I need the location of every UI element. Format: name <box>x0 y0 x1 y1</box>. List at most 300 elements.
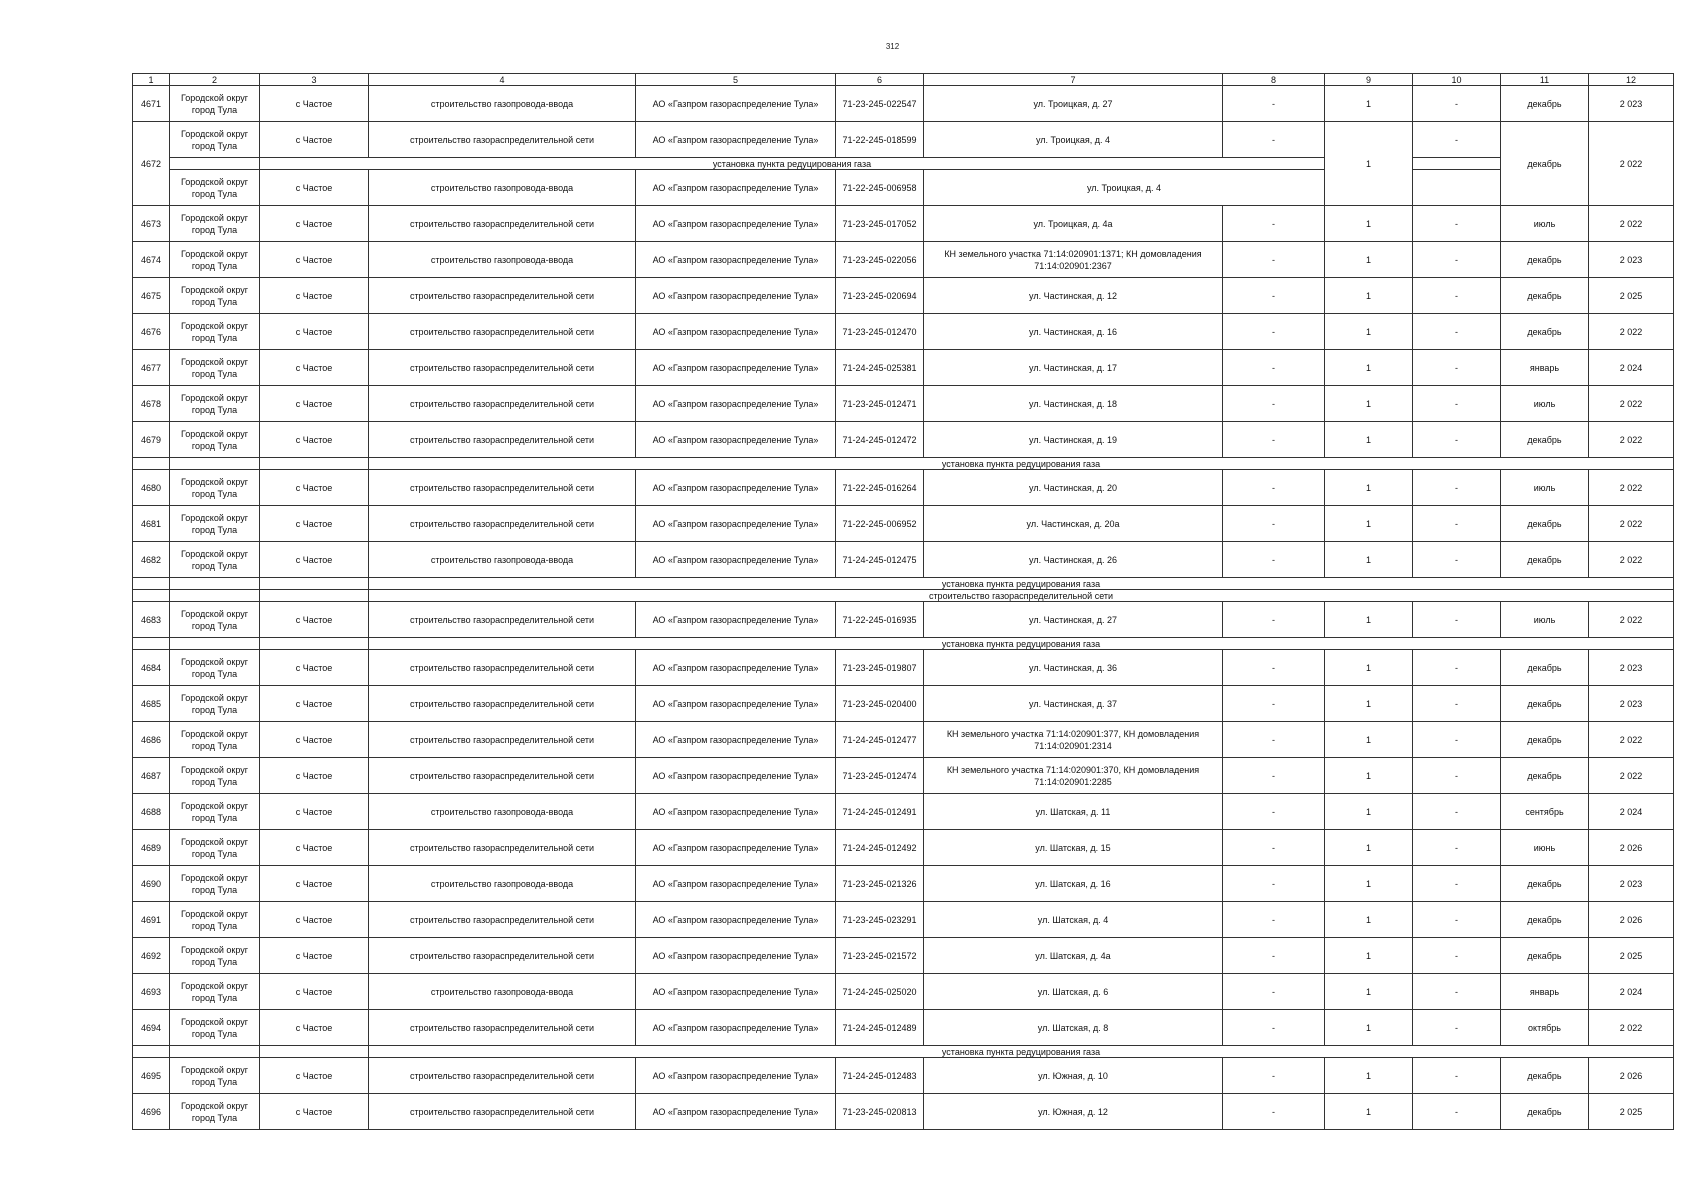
row-number: 4687 <box>133 758 170 794</box>
row-number: 4672 <box>133 122 170 206</box>
application-code: 71-24-245-012483 <box>836 1058 924 1094</box>
address: ул. Троицкая, д. 27 <box>924 86 1223 122</box>
work-type: строительство газораспределительной сети <box>369 722 636 758</box>
column-9-value: 1 <box>1325 506 1413 542</box>
column-9-value: 1 <box>1325 122 1413 206</box>
column-9-value: 1 <box>1325 242 1413 278</box>
month: декабрь <box>1501 242 1589 278</box>
note-row <box>133 458 1674 470</box>
address: ул. Шатская, д. 11 <box>924 794 1223 830</box>
year: 2 022 <box>1589 1010 1674 1046</box>
year: 2 025 <box>1589 278 1674 314</box>
address: ул. Шатская, д. 8 <box>924 1010 1223 1046</box>
column-header-10: 10 <box>1413 74 1501 86</box>
column-header-2: 2 <box>170 74 260 86</box>
organization: АО «Газпром газораспределение Тула» <box>636 866 836 902</box>
month: декабрь <box>1501 278 1589 314</box>
column-9-value: 1 <box>1325 866 1413 902</box>
column-9-value: 1 <box>1325 314 1413 350</box>
column-10-value: - <box>1413 1058 1501 1094</box>
column-9-value: 1 <box>1325 722 1413 758</box>
address: ул. Шатская, д. 4а <box>924 938 1223 974</box>
application-code: 71-22-245-018599 <box>836 122 924 158</box>
work-type: строительство газораспределительной сети <box>369 830 636 866</box>
address: ул. Частинская, д. 26 <box>924 542 1223 578</box>
row-number: 4674 <box>133 242 170 278</box>
column-10-value: - <box>1413 758 1501 794</box>
empty-cell <box>133 638 170 650</box>
application-code: 71-22-245-006958 <box>836 170 924 206</box>
table-row <box>133 650 1674 686</box>
column-8-value: - <box>1223 314 1325 350</box>
work-type: строительство газораспределительной сети <box>369 758 636 794</box>
column-9-value: 1 <box>1325 602 1413 638</box>
empty-cell <box>133 578 170 590</box>
organization: АО «Газпром газораспределение Тула» <box>636 86 836 122</box>
address: ул. Частинская, д. 18 <box>924 386 1223 422</box>
municipality: Городской округ город Тула <box>170 938 260 974</box>
month: декабрь <box>1501 122 1589 206</box>
municipality: Городской округ город Тула <box>170 866 260 902</box>
table-row <box>133 206 1674 242</box>
column-8-value: - <box>1223 206 1325 242</box>
settlement: с Частое <box>260 278 369 314</box>
month: июль <box>1501 206 1589 242</box>
settlement: с Частое <box>260 902 369 938</box>
column-9-value: 1 <box>1325 350 1413 386</box>
column-8-value: - <box>1223 902 1325 938</box>
organization: АО «Газпром газораспределение Тула» <box>636 170 836 206</box>
settlement: с Частое <box>260 866 369 902</box>
municipality: Городской округ город Тула <box>170 722 260 758</box>
organization: АО «Газпром газораспределение Тула» <box>636 902 836 938</box>
settlement: с Частое <box>260 650 369 686</box>
month: октябрь <box>1501 1010 1589 1046</box>
application-code: 71-24-245-012492 <box>836 830 924 866</box>
organization: АО «Газпром газораспределение Тула» <box>636 422 836 458</box>
work-type: строительство газораспределительной сети <box>369 350 636 386</box>
column-10-value: - <box>1413 350 1501 386</box>
organization: АО «Газпром газораспределение Тула» <box>636 470 836 506</box>
year: 2 024 <box>1589 974 1674 1010</box>
settlement: с Частое <box>260 350 369 386</box>
work-type: строительство газораспределительной сети <box>369 422 636 458</box>
municipality: Городской округ город Тула <box>170 602 260 638</box>
address: ул. Частинская, д. 20 <box>924 470 1223 506</box>
settlement: с Частое <box>260 686 369 722</box>
year: 2 022 <box>1589 506 1674 542</box>
column-10-value: - <box>1413 1094 1501 1130</box>
table-row <box>133 758 1674 794</box>
row-number: 4676 <box>133 314 170 350</box>
empty-cell <box>260 1046 369 1058</box>
column-10-value: - <box>1413 470 1501 506</box>
settlement: с Частое <box>260 758 369 794</box>
column-10-value: - <box>1413 422 1501 458</box>
gasification-table <box>132 73 1674 1130</box>
column-header-3: 3 <box>260 74 369 86</box>
month: декабрь <box>1501 1058 1589 1094</box>
organization: АО «Газпром газораспределение Тула» <box>636 1094 836 1130</box>
address: ул. Южная, д. 12 <box>924 1094 1223 1130</box>
row-number: 4686 <box>133 722 170 758</box>
work-type: строительство газораспределительной сети <box>369 386 636 422</box>
column-8-value: - <box>1223 1010 1325 1046</box>
month: июль <box>1501 602 1589 638</box>
table-row <box>133 542 1674 578</box>
work-type: строительство газораспределительной сети <box>369 1058 636 1094</box>
municipality: Городской округ город Тула <box>170 314 260 350</box>
year: 2 022 <box>1589 122 1674 206</box>
column-10-value: - <box>1413 650 1501 686</box>
settlement: с Частое <box>260 1058 369 1094</box>
column-header-9: 9 <box>1325 74 1413 86</box>
municipality: Городской округ город Тула <box>170 1058 260 1094</box>
column-9-value: 1 <box>1325 86 1413 122</box>
table-row <box>133 1010 1674 1046</box>
note-text: установка пункта редуцирования газа <box>369 1046 1674 1058</box>
row-number: 4689 <box>133 830 170 866</box>
column-9-value: 1 <box>1325 686 1413 722</box>
table-row <box>133 422 1674 458</box>
month: декабрь <box>1501 686 1589 722</box>
empty-cell <box>170 638 260 650</box>
application-code: 71-23-245-012474 <box>836 758 924 794</box>
settlement: с Частое <box>260 122 369 158</box>
settlement: с Частое <box>260 794 369 830</box>
column-9-value: 1 <box>1325 1010 1413 1046</box>
settlement: с Частое <box>260 830 369 866</box>
organization: АО «Газпром газораспределение Тула» <box>636 1058 836 1094</box>
municipality: Городской округ город Тула <box>170 830 260 866</box>
work-type: строительство газораспределительной сети <box>369 650 636 686</box>
column-10-value: - <box>1413 1010 1501 1046</box>
application-code: 71-23-245-022547 <box>836 86 924 122</box>
work-type: строительство газораспределительной сети <box>369 1010 636 1046</box>
column-8-value: - <box>1223 686 1325 722</box>
row-number: 4683 <box>133 602 170 638</box>
table-row <box>133 122 1674 158</box>
row-number: 4673 <box>133 206 170 242</box>
row-number: 4696 <box>133 1094 170 1130</box>
table-row <box>133 686 1674 722</box>
year: 2 022 <box>1589 422 1674 458</box>
application-code: 71-24-245-025020 <box>836 974 924 1010</box>
organization: АО «Газпром газораспределение Тула» <box>636 602 836 638</box>
table-row <box>133 974 1674 1010</box>
row-number: 4679 <box>133 422 170 458</box>
address: КН земельного участка 71:14:020901:1371; КН домовладения 71:14:020901:2367 <box>924 242 1223 278</box>
column-8-value: - <box>1223 122 1325 158</box>
settlement: с Частое <box>260 1094 369 1130</box>
row-number: 4695 <box>133 1058 170 1094</box>
address: ул. Частинская, д. 27 <box>924 602 1223 638</box>
address: ул. Частинская, д. 37 <box>924 686 1223 722</box>
settlement: с Частое <box>260 206 369 242</box>
month: декабрь <box>1501 722 1589 758</box>
application-code: 71-23-245-020694 <box>836 278 924 314</box>
month: январь <box>1501 350 1589 386</box>
column-9-value: 1 <box>1325 938 1413 974</box>
work-type: строительство газораспределительной сети <box>369 938 636 974</box>
municipality: Городской округ город Тула <box>170 278 260 314</box>
note-row <box>133 158 1674 170</box>
column-8-value: - <box>1223 722 1325 758</box>
table-body <box>133 74 1674 1130</box>
table-row <box>133 350 1674 386</box>
year: 2 025 <box>1589 1094 1674 1130</box>
municipality: Городской округ город Тула <box>170 1010 260 1046</box>
address: ул. Частинская, д. 19 <box>924 422 1223 458</box>
application-code: 71-23-245-020813 <box>836 1094 924 1130</box>
address: ул. Шатская, д. 15 <box>924 830 1223 866</box>
municipality: Городской округ город Тула <box>170 470 260 506</box>
address: ул. Шатская, д. 6 <box>924 974 1223 1010</box>
column-8-value: - <box>1223 386 1325 422</box>
column-header-1: 1 <box>133 74 170 86</box>
empty-cell <box>1413 158 1501 170</box>
work-type: строительство газопровода-ввода <box>369 542 636 578</box>
settlement: с Частое <box>260 242 369 278</box>
application-code: 71-22-245-016264 <box>836 470 924 506</box>
work-type: строительство газораспределительной сети <box>369 470 636 506</box>
row-number: 4671 <box>133 86 170 122</box>
column-9-value: 1 <box>1325 758 1413 794</box>
municipality: Городской округ город Тула <box>170 170 260 206</box>
application-code: 71-23-245-012471 <box>836 386 924 422</box>
month: декабрь <box>1501 866 1589 902</box>
settlement: с Частое <box>260 86 369 122</box>
address: КН земельного участка 71:14:020901:370, КН домовладения 71:14:020901:2285 <box>924 758 1223 794</box>
year: 2 022 <box>1589 470 1674 506</box>
application-code: 71-23-245-020400 <box>836 686 924 722</box>
empty-cell <box>1413 170 1501 206</box>
note-row <box>133 578 1674 590</box>
settlement: с Частое <box>260 314 369 350</box>
table-row <box>133 938 1674 974</box>
work-type: строительство газопровода-ввода <box>369 866 636 902</box>
table-row <box>133 470 1674 506</box>
month: декабрь <box>1501 758 1589 794</box>
table-row <box>133 902 1674 938</box>
column-10-value: - <box>1413 542 1501 578</box>
month: декабрь <box>1501 314 1589 350</box>
work-type: строительство газораспределительной сети <box>369 1094 636 1130</box>
year: 2 022 <box>1589 542 1674 578</box>
empty-cell <box>260 638 369 650</box>
column-8-value: - <box>1223 86 1325 122</box>
organization: АО «Газпром газораспределение Тула» <box>636 242 836 278</box>
year: 2 023 <box>1589 650 1674 686</box>
work-type: строительство газопровода-ввода <box>369 86 636 122</box>
application-code: 71-22-245-016935 <box>836 602 924 638</box>
row-number: 4688 <box>133 794 170 830</box>
column-10-value: - <box>1413 974 1501 1010</box>
month: декабрь <box>1501 902 1589 938</box>
settlement: с Частое <box>260 422 369 458</box>
column-8-value: - <box>1223 830 1325 866</box>
year: 2 023 <box>1589 242 1674 278</box>
organization: АО «Газпром газораспределение Тула» <box>636 506 836 542</box>
row-number: 4691 <box>133 902 170 938</box>
application-code: 71-23-245-023291 <box>836 902 924 938</box>
address: ул. Шатская, д. 4 <box>924 902 1223 938</box>
column-10-value: - <box>1413 938 1501 974</box>
column-10-value: - <box>1413 122 1501 158</box>
empty-cell <box>133 458 170 470</box>
year: 2 025 <box>1589 938 1674 974</box>
address: ул. Частинская, д. 12 <box>924 278 1223 314</box>
work-type: строительство газораспределительной сети <box>369 686 636 722</box>
column-9-value: 1 <box>1325 1058 1413 1094</box>
table-row <box>133 314 1674 350</box>
row-number: 4693 <box>133 974 170 1010</box>
table-row <box>133 170 1674 206</box>
empty-cell <box>260 458 369 470</box>
column-9-value: 1 <box>1325 974 1413 1010</box>
column-10-value: - <box>1413 386 1501 422</box>
year: 2 022 <box>1589 386 1674 422</box>
settlement: с Частое <box>260 938 369 974</box>
month: декабрь <box>1501 506 1589 542</box>
work-type: строительство газораспределительной сети <box>369 602 636 638</box>
column-header-4: 4 <box>369 74 636 86</box>
column-8-value: - <box>1223 506 1325 542</box>
application-code: 71-23-245-021326 <box>836 866 924 902</box>
application-code: 71-24-245-012475 <box>836 542 924 578</box>
work-type: строительство газораспределительной сети <box>369 314 636 350</box>
municipality: Городской округ город Тула <box>170 386 260 422</box>
year: 2 022 <box>1589 722 1674 758</box>
year: 2 022 <box>1589 602 1674 638</box>
month: декабрь <box>1501 542 1589 578</box>
column-8-value: - <box>1223 278 1325 314</box>
row-number: 4677 <box>133 350 170 386</box>
column-10-value: - <box>1413 314 1501 350</box>
address: ул. Частинская, д. 20а <box>924 506 1223 542</box>
month: декабрь <box>1501 650 1589 686</box>
work-type: строительство газораспределительной сети <box>369 278 636 314</box>
address: ул. Частинская, д. 17 <box>924 350 1223 386</box>
column-10-value: - <box>1413 686 1501 722</box>
note-text: установка пункта редуцирования газа <box>369 578 1674 590</box>
settlement: с Частое <box>260 974 369 1010</box>
column-8-value: - <box>1223 866 1325 902</box>
address: ул. Частинская, д. 36 <box>924 650 1223 686</box>
column-8-value: - <box>1223 938 1325 974</box>
row-number: 4684 <box>133 650 170 686</box>
row-number: 4678 <box>133 386 170 422</box>
organization: АО «Газпром газораспределение Тула» <box>636 974 836 1010</box>
work-type: строительство газопровода-ввода <box>369 974 636 1010</box>
municipality: Городской округ город Тула <box>170 206 260 242</box>
month: декабрь <box>1501 86 1589 122</box>
empty-cell <box>170 1046 260 1058</box>
month: декабрь <box>1501 422 1589 458</box>
column-9-value: 1 <box>1325 542 1413 578</box>
column-10-value: - <box>1413 722 1501 758</box>
application-code: 71-23-245-019807 <box>836 650 924 686</box>
column-10-value: - <box>1413 830 1501 866</box>
table-row <box>133 794 1674 830</box>
municipality: Городской округ город Тула <box>170 902 260 938</box>
organization: АО «Газпром газораспределение Тула» <box>636 830 836 866</box>
year: 2 022 <box>1589 314 1674 350</box>
address: КН земельного участка 71:14:020901:377, КН домовладения 71:14:020901:2314 <box>924 722 1223 758</box>
column-8-value: - <box>1223 794 1325 830</box>
address: ул. Шатская, д. 16 <box>924 866 1223 902</box>
empty-cell <box>133 1046 170 1058</box>
column-10-value: - <box>1413 602 1501 638</box>
column-9-value: 1 <box>1325 794 1413 830</box>
empty-cell <box>133 590 170 602</box>
municipality: Городской округ город Тула <box>170 974 260 1010</box>
empty-cell <box>170 590 260 602</box>
municipality: Городской округ город Тула <box>170 122 260 158</box>
column-8-value: - <box>1223 350 1325 386</box>
address: ул. Троицкая, д. 4 <box>924 170 1325 206</box>
application-code: 71-23-245-022056 <box>836 242 924 278</box>
work-type: строительство газораспределительной сети <box>369 206 636 242</box>
column-9-value: 1 <box>1325 830 1413 866</box>
note-text: установка пункта редуцирования газа <box>260 158 1325 170</box>
column-8-value: - <box>1223 1094 1325 1130</box>
work-type: строительство газораспределительной сети <box>369 902 636 938</box>
application-code: 71-23-245-012470 <box>836 314 924 350</box>
row-number: 4692 <box>133 938 170 974</box>
table-row <box>133 242 1674 278</box>
organization: АО «Газпром газораспределение Тула» <box>636 206 836 242</box>
settlement: с Частое <box>260 386 369 422</box>
column-9-value: 1 <box>1325 650 1413 686</box>
column-header-5: 5 <box>636 74 836 86</box>
year: 2 026 <box>1589 902 1674 938</box>
empty-cell <box>260 590 369 602</box>
column-10-value: - <box>1413 278 1501 314</box>
organization: АО «Газпром газораспределение Тула» <box>636 1010 836 1046</box>
column-header-11: 11 <box>1501 74 1589 86</box>
year: 2 022 <box>1589 206 1674 242</box>
table-row <box>133 1058 1674 1094</box>
column-10-value: - <box>1413 242 1501 278</box>
year: 2 024 <box>1589 794 1674 830</box>
address: ул. Частинская, д. 16 <box>924 314 1223 350</box>
row-number: 4680 <box>133 470 170 506</box>
application-code: 71-24-245-012477 <box>836 722 924 758</box>
column-8-value: - <box>1223 242 1325 278</box>
month: январь <box>1501 974 1589 1010</box>
note-text: строительство газораспределительной сети <box>369 590 1674 602</box>
municipality: Городской округ город Тула <box>170 542 260 578</box>
month: сентябрь <box>1501 794 1589 830</box>
column-8-value: - <box>1223 650 1325 686</box>
application-code: 71-24-245-012489 <box>836 1010 924 1046</box>
month: июнь <box>1501 830 1589 866</box>
row-number: 4694 <box>133 1010 170 1046</box>
municipality: Городской округ город Тула <box>170 242 260 278</box>
column-8-value: - <box>1223 422 1325 458</box>
settlement: с Частое <box>260 602 369 638</box>
empty-cell <box>170 158 260 170</box>
municipality: Городской округ город Тула <box>170 422 260 458</box>
municipality: Городской округ город Тула <box>170 650 260 686</box>
municipality: Городской округ город Тула <box>170 1094 260 1130</box>
settlement: с Частое <box>260 506 369 542</box>
work-type: строительство газопровода-ввода <box>369 170 636 206</box>
settlement: с Частое <box>260 1010 369 1046</box>
column-9-value: 1 <box>1325 278 1413 314</box>
organization: АО «Газпром газораспределение Тула» <box>636 938 836 974</box>
